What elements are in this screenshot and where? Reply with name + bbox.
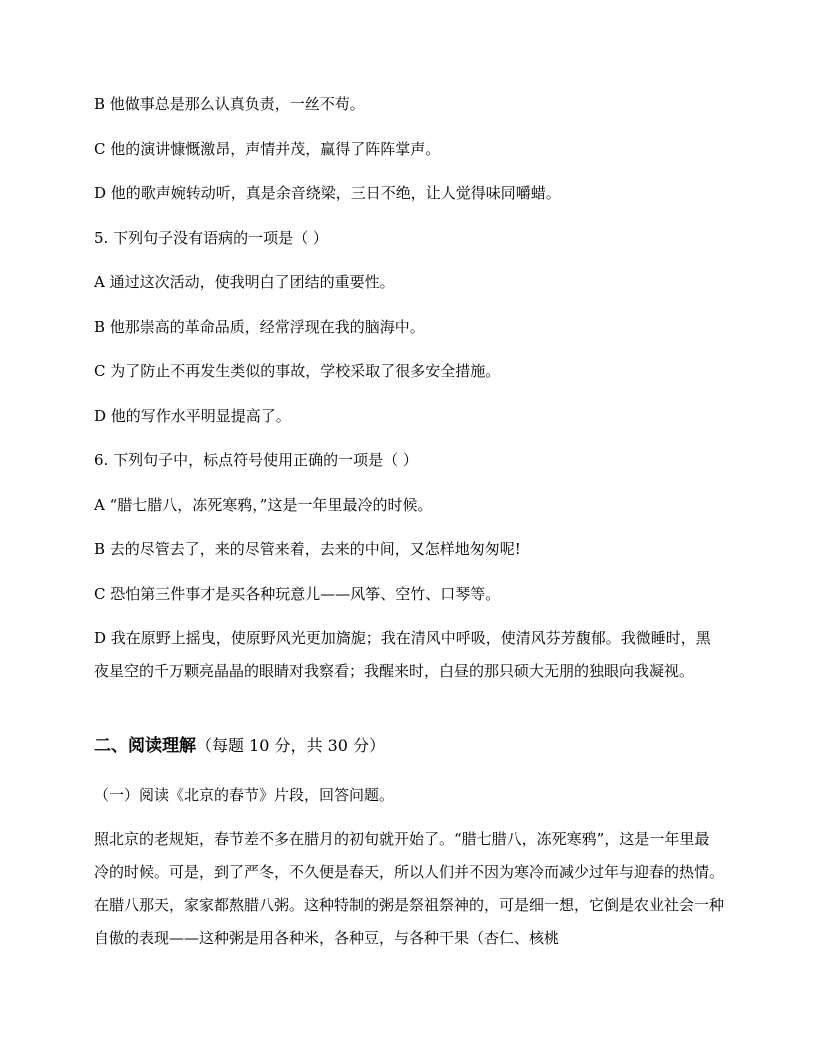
option-4d: D 他的歌声婉转动听，真是余音绕梁，三日不绝，让人觉得味同嚼蜡。 bbox=[94, 184, 561, 202]
passage-text: 照北京的老规矩，春节差不多在腊月的初旬就开始了。“腊七腊八，冻死寒鸦”，这是一年里最冷的时候。可是，到了严冬，不久便是春天，所以人们并不因为寒冷而减少过年与迎春的热情。在腊八那天，家家都熬腊八粥。这种特制的粥是祭祖祭神的，可是细一想，它倒是农业社会一种自傲的表现——这种粥是用各种米，各种豆，与各种干果（杏仁、核桃 bbox=[94, 830, 725, 947]
option-5b: B 他那崇高的革命品质，经常浮现在我的脑海中。 bbox=[94, 318, 425, 336]
option-4b: B 他做事总是那么认真负责，一丝不苟。 bbox=[94, 95, 365, 113]
question-6: 6. 下列句子中，标点符号使用正确的一项是（ ） bbox=[94, 451, 418, 469]
passage-intro: （一）阅读《北京的春节》片段，回答问题。 bbox=[94, 786, 395, 804]
option-5d: D 他的写作水平明显提高了。 bbox=[94, 407, 291, 425]
option-6d: D 我在原野上摇曳，使原野风光更加旖旎；我在清风中呼吸，使清风芬芳馥郁。我微睡时，黑夜星空的千万颗亮晶晶的眼睛对我察看；我醒来时，白昼的那只硕大无朋的独眼向我凝视。 bbox=[94, 629, 711, 680]
option-5c: C 为了防止不再发生类似的事故，学校采取了很多安全措施。 bbox=[94, 362, 501, 380]
option-6b: B 去的尽管去了，来的尽管来着，去来的中间，又怎样地匆匆呢! bbox=[94, 540, 521, 558]
section-title: 二、阅读理解 bbox=[94, 736, 196, 756]
section-note: （每题 10 分，共 30 分） bbox=[196, 736, 386, 755]
option-6c: C 恐怕第三件事才是买各种玩意儿——风筝、空竹、口琴等。 bbox=[94, 585, 501, 603]
option-5a: A 通过这次活动，使我明白了团结的重要性。 bbox=[94, 273, 395, 291]
option-4c: C 他的演讲慷慨激昂，声情并茂，赢得了阵阵掌声。 bbox=[94, 140, 441, 158]
option-6a: A “腊七腊八，冻死寒鸦，”这是一年里最冷的时候。 bbox=[94, 496, 433, 514]
question-5: 5. 下列句子没有语病的一项是（ ） bbox=[94, 229, 328, 247]
section-heading bbox=[94, 734, 385, 758]
